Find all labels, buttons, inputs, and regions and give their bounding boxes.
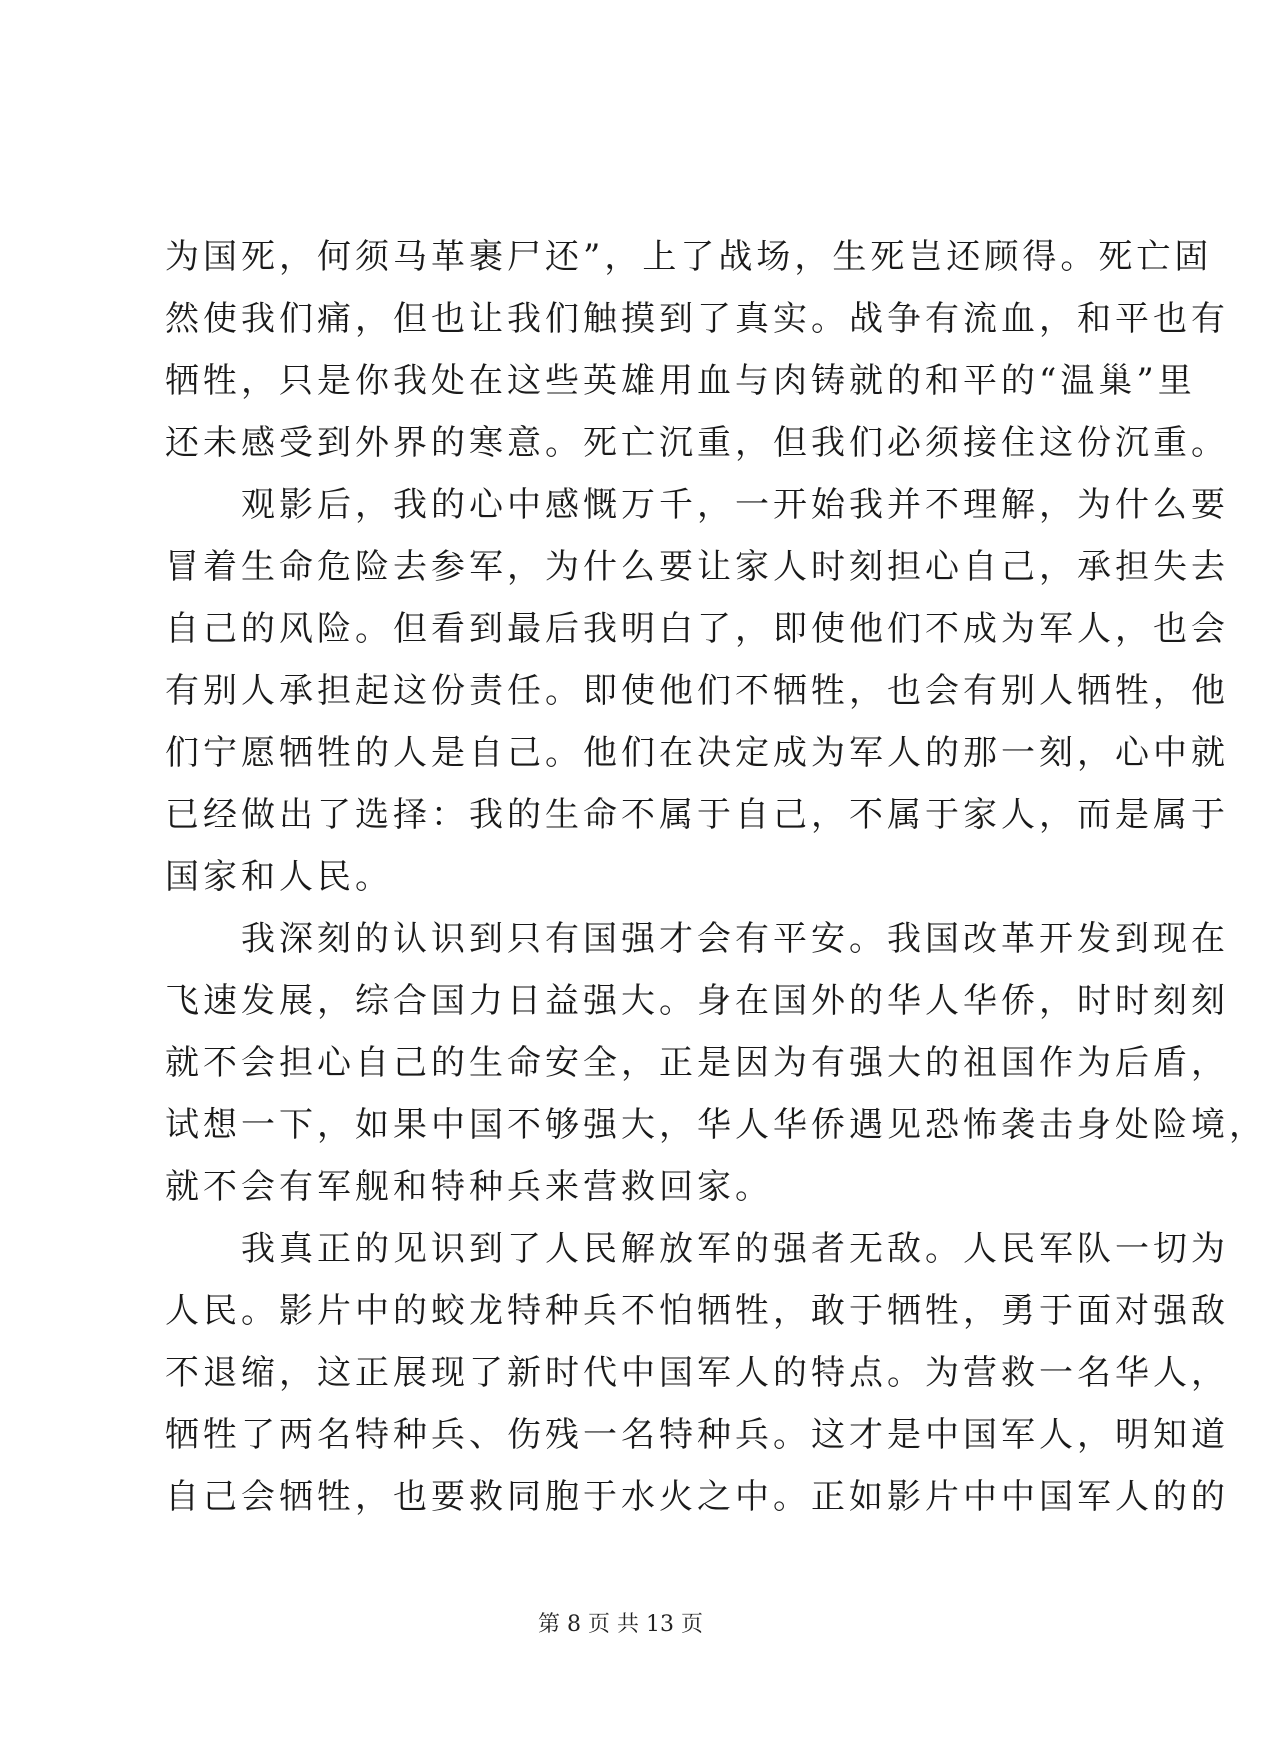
text-line: 自己会牺牲，也要救同胞于水火之中。正如影片中中国军人的的 — [165, 1477, 1229, 1517]
text-line: 飞速发展，综合国力日益强大。身在国外的华人华侨，时时刻刻 — [165, 981, 1229, 1021]
text-line: 冒着生命危险去参军，为什么要让家人时刻担心自己，承担失去 — [165, 547, 1229, 587]
text-line: 们宁愿牺牲的人是自己。他们在决定成为军人的那一刻，心中就 — [165, 733, 1229, 773]
text-line: 还未感受到外界的寒意。死亡沉重，但我们必须接住这份沉重。 — [165, 423, 1229, 463]
text-line: 牺牲了两名特种兵、伤残一名特种兵。这才是中国军人，明知道 — [165, 1415, 1229, 1455]
text-line: 就不会担心自己的生命安全，正是因为有强大的祖国作为后盾， — [165, 1043, 1229, 1083]
text-line: 人民。影片中的蛟龙特种兵不怕牺牲，敢于牺牲，勇于面对强敌 — [165, 1291, 1229, 1331]
text-line: 有别人承担起这份责任。即使他们不牺牲，也会有别人牺牲，他 — [165, 671, 1229, 711]
document-body — [165, 226, 1267, 1528]
text-line: 试想一下，如果中国不够强大，华人华侨遇见恐怖袭击身处险境， — [165, 1105, 1267, 1145]
text-line: 自己的风险。但看到最后我明白了，即使他们不成为军人，也会 — [165, 609, 1229, 649]
page-footer — [0, 1610, 1241, 1640]
text-line: 已经做出了选择：我的生命不属于自己，不属于家人，而是属于 — [165, 795, 1229, 835]
text-line: 就不会有军舰和特种兵来营救回家。 — [165, 1167, 773, 1207]
page-number-label: 第 8 页 共 13 页 — [538, 1612, 703, 1637]
text-line: 我真正的见识到了人民解放军的强者无敌。人民军队一切为 — [165, 1229, 1229, 1269]
text-line: 观影后，我的心中感慨万千，一开始我并不理解，为什么要 — [165, 485, 1229, 525]
text-line: 然使我们痛，但也让我们触摸到了真实。战争有流血，和平也有 — [165, 299, 1229, 339]
text-line: 不退缩，这正展现了新时代中国军人的特点。为营救一名华人， — [165, 1353, 1229, 1393]
text-line: 牺牲，只是你我处在这些英雄用血与肉铸就的和平的“温巢”里 — [165, 361, 1196, 401]
text-line: 我深刻的认识到只有国强才会有平安。我国改革开发到现在 — [165, 919, 1229, 959]
text-line: 国家和人民。 — [165, 857, 393, 897]
text-line: 为国死，何须马革裹尸还”，上了战场，生死岂还顾得。死亡固 — [165, 237, 1213, 277]
